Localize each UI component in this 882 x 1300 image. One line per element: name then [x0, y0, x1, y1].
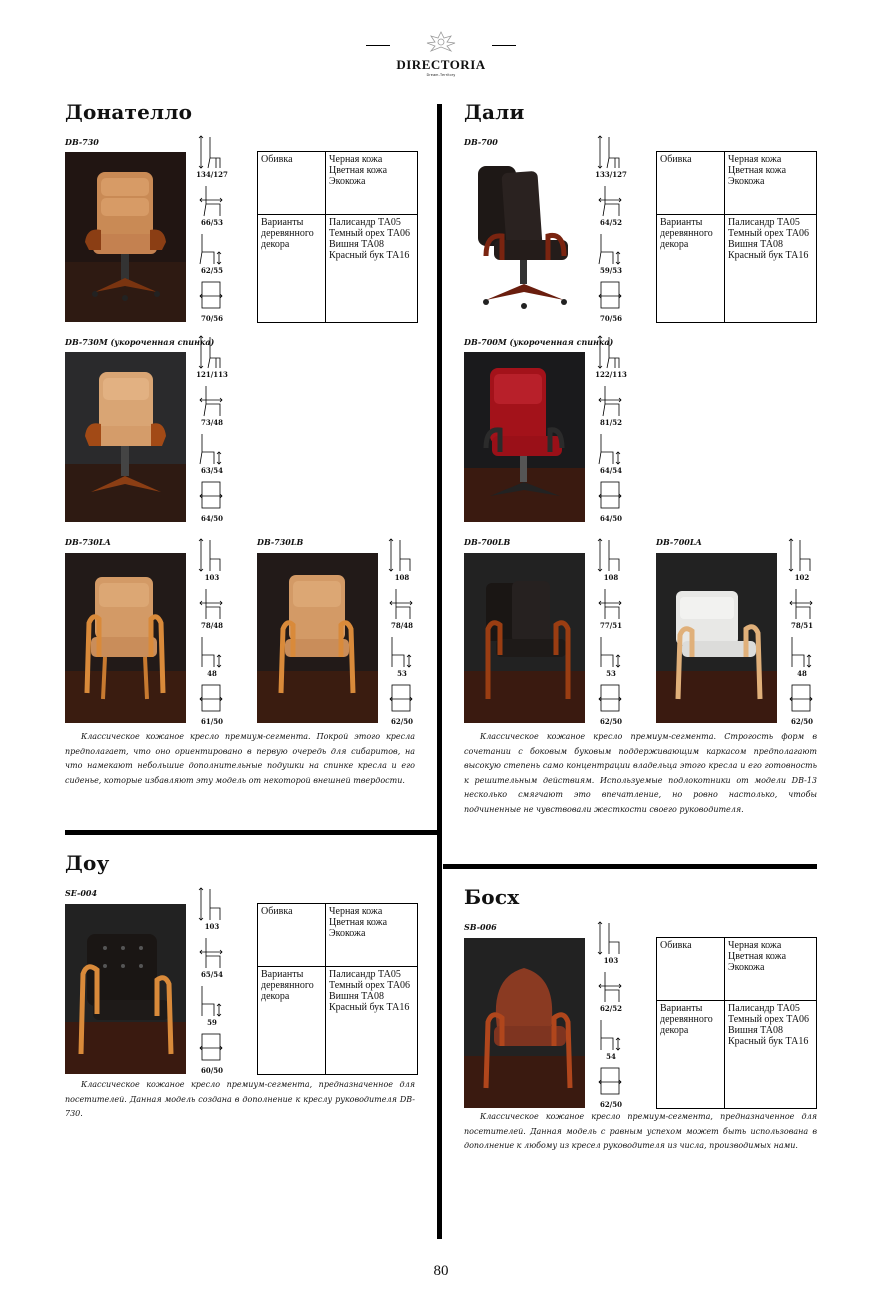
spec-label: Обивка: [258, 904, 326, 967]
section-description: Классическое кожаное кресло премиум-сегмента, предназначенное для посетителей. Данная модель создана в дополнение к креслу руководителя DB-730.: [65, 1080, 415, 1118]
width-dimension-icon: [198, 934, 224, 970]
seat-height-dimension-icon: [198, 230, 224, 266]
product-photo-db-700: [464, 152, 585, 322]
depth-dimension-icon: [198, 1030, 224, 1066]
section-title-dou: Доу: [65, 851, 110, 875]
depth-dimension-icon: [198, 681, 224, 717]
spec-values: Черная кожа Цветная кожа Экокожа: [326, 904, 418, 967]
model-code: DB-700M (укороченная спинка): [464, 337, 614, 347]
spec-values: Черная кожа Цветная кожа Экокожа: [725, 152, 817, 215]
height-dimension-icon: [198, 334, 224, 370]
seat-height-dimension-icon: [597, 430, 623, 466]
column-divider: [437, 104, 442, 1239]
seat-height-dimension-icon: [198, 633, 224, 669]
section-title-bosh: Босх: [464, 885, 520, 909]
spec-label: Обивка: [258, 152, 326, 215]
spec-values: Палисандр ТА05 Темный орех ТА06 Вишня ТА08 Красный бук ТА16: [725, 215, 817, 323]
spec-label: Обивка: [657, 152, 725, 215]
depth-dimension-icon: [597, 278, 623, 314]
depth-dimension-icon: [597, 681, 623, 717]
spec-values: Черная кожа Цветная кожа Экокожа: [725, 938, 817, 1001]
model-code: DB-700: [464, 137, 498, 147]
seat-height-dimension-icon: [788, 633, 814, 669]
section-description: Классическое кожаное кресло премиум-сегмента. Покрой этого кресла предполагает, что оно ориентировано в первую очередь для сибаритов, на что намекают небольшие дополнительные подушки на спинке кресла и его сиденье, которые избавляют эту модель от некоторой внешней твердости.: [65, 732, 415, 785]
spec-values: Черная кожа Цветная кожа Экокожа: [326, 152, 418, 215]
spec-label: Варианты деревянного декора: [258, 215, 326, 323]
width-dimension-icon: [788, 585, 814, 621]
width-dimension-icon: [597, 182, 623, 218]
brand-tagline: Dream-Territory: [426, 73, 456, 77]
product-photo-db-730m: [65, 352, 186, 522]
dimension-icons: 133/127 64/52 59/53 70/56: [595, 134, 625, 326]
product-photo-db-700la: [656, 553, 777, 723]
seat-height-dimension-icon: [597, 633, 623, 669]
depth-dimension-icon: [198, 478, 224, 514]
product-photo-db-730: [65, 152, 186, 322]
width-dimension-icon: [597, 382, 623, 418]
dimension-icons: 102 78/51 48 62/50: [786, 537, 816, 729]
model-code: DB-730LB: [257, 537, 304, 547]
section-description: Классическое кожаное кресло премиум-сегмента. Строгость форм в сочетании с боковым буковым поддерживающим каркасом предполагают высокую степень само концентрации владельца этого кресла и его готовность к решительным действиям. Используемые подлокотники от модели DB-13 несколько смягчают это впечатление, но ровно настолько, чтобы подчиненные не чувствовали жесткости своего руководителя.: [464, 732, 817, 814]
height-dimension-icon: [597, 537, 623, 573]
width-dimension-icon: [388, 585, 414, 621]
dimension-icons: 134/127 66/53 62/55 70/56: [196, 134, 226, 326]
product-photo-sb-006: [464, 938, 585, 1108]
spec-table: [656, 151, 817, 323]
brand-logo: [390, 30, 492, 80]
dimension-icons: 121/113 73/48 63/54 64/50: [196, 334, 226, 526]
height-dimension-icon: [198, 537, 224, 573]
spec-label: Варианты деревянного декора: [258, 967, 326, 1075]
spec-values: Палисандр ТА05 Темный орех ТА06 Вишня ТА08 Красный бук ТА16: [326, 215, 418, 323]
width-dimension-icon: [198, 585, 224, 621]
spec-table: [656, 937, 817, 1109]
spec-table: [257, 903, 418, 1075]
seat-height-dimension-icon: [198, 430, 224, 466]
width-dimension-icon: [198, 182, 224, 218]
model-code: DB-730LA: [65, 537, 111, 547]
depth-dimension-icon: [597, 1064, 623, 1100]
spec-values: Палисандр ТА05 Темный орех ТА06 Вишня ТА08 Красный бук ТА16: [725, 1001, 817, 1109]
section-divider: [443, 864, 817, 869]
height-dimension-icon: [597, 134, 623, 170]
product-photo-db-700m: [464, 352, 585, 522]
model-code: DB-730: [65, 137, 99, 147]
height-dimension-icon: [597, 334, 623, 370]
seat-height-dimension-icon: [597, 230, 623, 266]
dimension-icons: 103 65/54 59 60/50: [196, 886, 226, 1078]
section-description: Классическое кожаное кресло премиум-сегмента, предназначенное для посетителей. Данная модель с равным успехом может быть использована в дополнение к любому из кресел руководителя из числа, производимых нами.: [464, 1112, 817, 1150]
height-dimension-icon: [198, 134, 224, 170]
seat-height-dimension-icon: [597, 1016, 623, 1052]
crest-icon: [411, 30, 471, 52]
height-dimension-icon: [788, 537, 814, 573]
section-title-donatello: Донателло: [65, 100, 193, 124]
logo-divider: [492, 45, 516, 46]
height-dimension-icon: [388, 537, 414, 573]
dimension-icons: 108 78/48 53 62/50: [386, 537, 416, 729]
spec-label: Обивка: [657, 938, 725, 1001]
logo-divider: [366, 45, 390, 46]
seat-height-dimension-icon: [388, 633, 414, 669]
width-dimension-icon: [597, 968, 623, 1004]
height-dimension-icon: [597, 920, 623, 956]
height-dimension-icon: [198, 886, 224, 922]
brand-name: DIRECTORIA: [396, 57, 486, 72]
spec-label: Варианты деревянного декора: [657, 215, 725, 323]
model-code: DB-700LA: [656, 537, 702, 547]
depth-dimension-icon: [788, 681, 814, 717]
product-photo-db-730lb: [257, 553, 378, 723]
model-code: DB-730M (укороченная спинка): [65, 337, 215, 347]
product-photo-db-730la: [65, 553, 186, 723]
depth-dimension-icon: [198, 278, 224, 314]
product-photo-se-004: [65, 904, 186, 1074]
section-title-dali: Дали: [464, 100, 525, 124]
depth-dimension-icon: [597, 478, 623, 514]
dimension-icons: 103 78/48 48 61/50: [196, 537, 226, 729]
model-code: DB-700LB: [464, 537, 511, 547]
section-divider: [65, 830, 442, 835]
product-photo-db-700lb: [464, 553, 585, 723]
dimension-icons: 108 77/51 53 62/50: [595, 537, 625, 729]
depth-dimension-icon: [388, 681, 414, 717]
page-number: 80: [433, 1263, 449, 1279]
seat-height-dimension-icon: [198, 982, 224, 1018]
dimension-icons: 103 62/52 54 62/50: [595, 920, 625, 1112]
dimension-icons: 122/113 81/52 64/54 64/50: [595, 334, 625, 526]
spec-label: Варианты деревянного декора: [657, 1001, 725, 1109]
model-code: SB-006: [464, 922, 497, 932]
width-dimension-icon: [198, 382, 224, 418]
width-dimension-icon: [597, 585, 623, 621]
spec-table: [257, 151, 418, 323]
spec-values: Палисандр ТА05 Темный орех ТА06 Вишня ТА08 Красный бук ТА16: [326, 967, 418, 1075]
model-code: SE-004: [65, 888, 98, 898]
